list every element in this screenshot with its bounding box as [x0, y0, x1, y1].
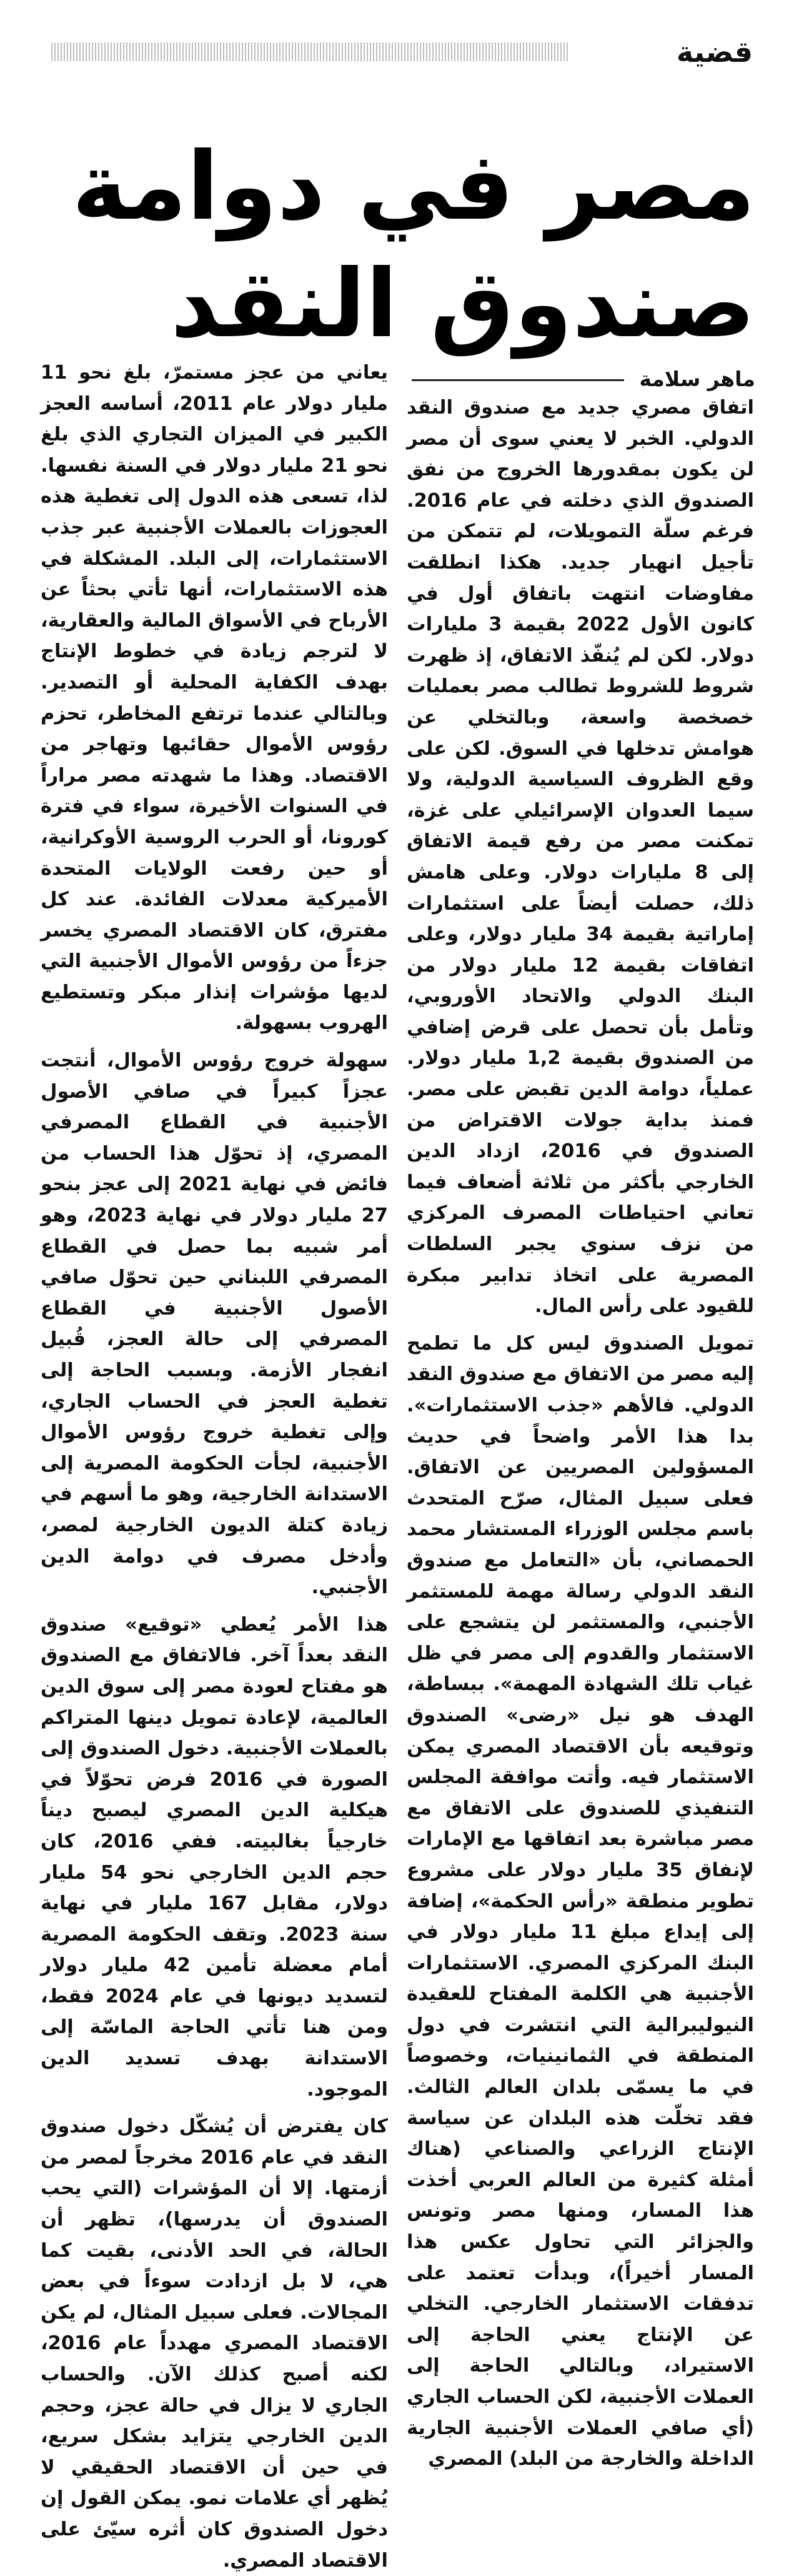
byline: [405, 366, 755, 393]
headline-line-2: صندوق النقد: [171, 250, 755, 359]
section-header: [0, 35, 804, 69]
headline-line-1: مصر في دوامة: [72, 132, 755, 241]
article-column-left: [41, 357, 388, 2576]
paragraph: سهولة خروج رؤوس الأموال، أنتجت عجزاً كبيراً في صافي الأصول الأجنبية في القطاع المصرفي المصري، إذ تحوّل هذا الحساب من فائض في نهاية 2021 إلى عجز بنحو 27 مليار دولار في نهاية 2023، وهو أمر شبيه بما حصل في القطاع المصرفي اللبناني حين تحوّل صافي الأصول الأجنبية في القطاع المصرفي إلى حالة العجز، قُبيل انفجار الأزمة. وبسبب الحاجة إلى تغطية العجز في الحساب الجاري، وإلى تغطية خروج رؤوس الأموال الأجنبية، لجأت الحكومة المصرية إلى الاستدانة الخارجية، وهو ما أسهم في زيادة كتلة الديون الخارجية لمصر، وأدخل مصرف في دوامة الدين الأجنبي.: [41, 1050, 389, 1599]
article-column-right: [407, 392, 754, 2475]
paragraph: هذا الأمر يُعطي «توقيع» صندوق النقد بعداً آخر. فالاتفاق مع الصندوق هو مفتاح لعودة مصر إلى سوق الدين العالمية، لإعادة تمويل دينها المتراكم بالعملات الأجنبية. دخول الصندوق إلى الصورة في 2016 فرض تحوّلاً في هيكلية الدين المصري ليصبح ديناً خارجياً بغالبيته. ففي 2016، كان حجم الدين الخارجي نحو 54 مليار دولار، مقابل 167 مليار في نهاية سنة 2023. وتقف الحكومة المصرية أمام معضلة تأمين 42 مليار دولار لتسديد ديونها في عام 2024 فقط، ومن هنا تأتي الحاجة الماسّة إلى الاستدانة بهدف تسديد الدين الموجود.: [41, 1613, 389, 2101]
paragraph: اتفاق مصري جديد مع صندوق النقد الدولي. الخبر لا يعني سوى أن مصر لن يكون بمقدورها الخروج من نفق الصندوق الذي دخلته في عام 2016. فرغم سلّة التمويلات، لم تتمكن من تأجيل انهيار جديد. هكذا انطلقت مفاوضات انتهت باتفاق أول في كانون الأول 2022 بقيمة 3 مليارات دولار. لكن لم يُنفّذ الاتفاق، إذ ظهرت شروط للشروط تطالب مصر بعمليات خصخصة واسعة، وبالتخلي عن هوامش تدخلها في السوق. لكن على وقع الظروف السياسية الدولية، ولا سيما العدوان الإسرائيلي على غزة، تمكنت مصر من رفع قيمة الاتفاق إلى 8 مليارات دولار. وعلى هامش ذلك، حصلت أيضاً على استثمارات إماراتية بقيمة 34 مليار دولار، وعلى اتفاقات بقيمة 12 مليار دولار من البنك الدولي والاتحاد الأوروبي، وتأمل بأن تحصل على قرض إضافي من الصندوق بقيمة 1,2 مليار دولار. عملياً، دوامة الدين تقبض على مصر. فمنذ بداية جولات الاقتراض من الصندوق في 2016، ازداد الدين الخارجي بأكثر من ثلاثة أضعاف فيما تعاني احتياطات المصرف المركزي من نزف سنوي يجبر السلطات المصرية على اتخاذ تدابير مبكرة للقيود على رأس المال.: [407, 397, 754, 1318]
paragraph: كان يفترض أن يُشكّل دخول صندوق النقد في عام 2016 مخرجاً لمصر من أزمتها. إلا أن المؤشرات (التي يحب الصندوق أن يدرسها)، تظهر أن الحالة، في الحد الأدنى، بقيت كما هي، لا بل ازدادت سوءاً في بعض المجالات. فعلى سبيل المثال، لم يكن الاقتصاد المصري مهدداً عام 2016، لكنه أصبح كذلك الآن. والحساب الجاري لا يزال في حالة عجز، وحجم الدين الخارجي يتزايد بشكل سريع، في حين أن الاقتصاد الحقيقي لا يُظهر أي علامات نمو. يمكن القول إن دخول الصندوق كان أثره سيّئ على الاقتصاد المصري.: [41, 2116, 388, 2572]
section-label: قضية: [572, 35, 753, 69]
paragraph: تمويل الصندوق ليس كل ما تطمح إليه مصر من الاتفاق مع صندوق النقد الدولي. فالأهم «جذب الاستثمارات». بدا هذا الأمر واضحاً في حديث المسؤولين المصريين عن الاتفاق. فعلى سبيل المثال، صرّح المتحدث باسم مجلس الوزراء المستشار محمد الحمصاني، بأن «التعامل مع صندوق النقد الدولي رسالة مهمة للمستثمر الأجنبي، والمستثمر لن يتشجع على الاستثمار والقدوم إلى مصر في ظل غياب تلك الشهادة المهمة». ببساطة، الهدف هو نيل «رضى» الصندوق وتوقيعه بأن الاقتصاد المصري يمكن الاستثمار فيه. وأتت موافقة المجلس التنفيذي للصندوق على الاتفاق مع مصر مباشرة بعد اتفاقها مع الإمارات لإنفاق 35 مليار دولار على مشروع تطوير منطقة «رأس الحكمة»، إضافة إلى إيداع مبلغ 11 مليار دولار في البنك المركزي المصري. الاستثمارات الأجنبية هي الكلمة المفتاح للعقيدة النيوليبرالية التي انتشرت في دول المنطقة في الثمانينيات، وخصوصاً في ما يسمّى بلدان العالم الثالث. فقد تخلّت هذه البلدان عن سياسة الإنتاج الزراعي والصناعي (هناك أمثلة كثيرة من العالم العربي أخذت هذا المسار، ومنها مصر وتونس والجزائر التي تحاول عكس هذا المسار أخيراً)، وبدأت تعتمد على تدفقات الاستثمار الخارجي. التخلي عن الإنتاج يعني الحاجة إلى الاستيراد، وبالتالي الحاجة إلى العملات الأجنبية، لكن الحساب الجاري (أي صافي العملات الأجنبية الجارية الداخلة والخارجة من البلد) المصري: [407, 1332, 754, 2470]
section-stripe-decoration: [51, 42, 570, 61]
author-name: ماهر سلامة: [639, 367, 755, 391]
byline-rule: [412, 379, 624, 381]
paragraph: يعاني من عجز مستمرّ، بلغ نحو 11 مليار دولار عام 2011، أساسه العجز الكبير في الميزان التجاري الذي بلغ نحو 21 مليار دولار في السنة نفسها. لذا، تسعى هذه الدول إلى تغطية هذه العجوزات بالعملات الأجنبية عبر جذب الاستثمارات، إلى البلد. المشكلة في هذه الاستثمارات، أنها تأتي بحثاً عن الأرباح في الأسواق المالية والعقارية، لا لترجم زيادة في خطوط الإنتاج بهدف الكفاية المحلية أو التصدير. وبالتالي عندما ترتفع المخاطر، تحزم رؤوس الأموال حقائبها وتهاجر من الاقتصاد. وهذا ما شهدته مصر مراراً في السنوات الأخيرة، سواء في فترة كورونا، أو الحرب الروسية الأوكرانية، أو حين رفعت الولايات المتحدة الأميركية معدلات الفائدة. عند كل مفترق، كان الاقتصاد المصري يخسر جزءاً من رؤوس الأموال الأجنبية التي لديها مؤشرات إنذار مبكر وتستطيع الهروب بسهولة.: [41, 362, 388, 1035]
headline: [49, 128, 755, 363]
